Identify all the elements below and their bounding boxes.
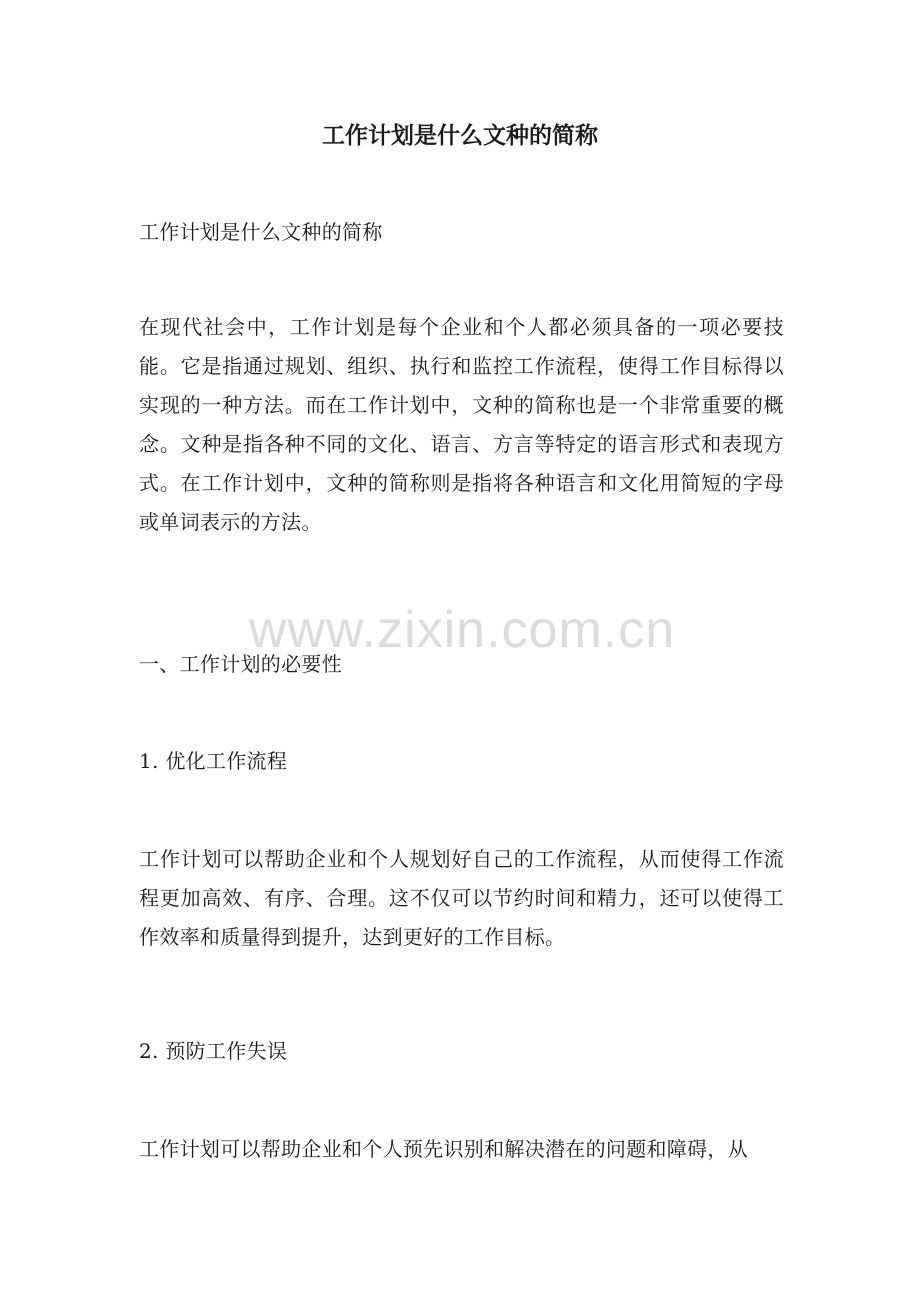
watermark: www.zixin.com.cn bbox=[248, 601, 676, 659]
document-title: 工作计划是什么文种的简称 bbox=[322, 122, 598, 149]
item-heading-optimize-workflow: 1. 优化工作流程 bbox=[139, 749, 288, 773]
section-heading-necessity: 一、工作计划的必要性 bbox=[139, 652, 342, 676]
intro-paragraph: 在现代社会中，工作计划是每个企业和个人都必须具备的一项必要技能。它是指通过规划、组织、执行和监控工作流程，使得工作目标得以实现的一种方法。而在工作计划中，文种的简称也是一个非常重要的概念。文种是指各种不同的文化、语言、方言等特定的语言形式和表现方式。在工作计划中，文种的简称则是指将各种语言和文化用简短的字母或单词表示的方法。 bbox=[139, 315, 784, 534]
item-body-optimize-workflow: 工作计划可以帮助企业和个人规划好自己的工作流程，从而使得工作流程更加高效、有序、合理。这不仅可以节约时间和精力，还可以使得工作效率和质量得到提升，达到更好的工作目标。 bbox=[139, 847, 784, 949]
document-subtitle: 工作计划是什么文种的简称 bbox=[139, 220, 383, 244]
item-body-prevent-errors: 工作计划可以帮助企业和个人预先识别和解决潜在的问题和障碍，从 bbox=[139, 1137, 748, 1161]
item-heading-prevent-errors: 2. 预防工作失误 bbox=[139, 1039, 288, 1063]
